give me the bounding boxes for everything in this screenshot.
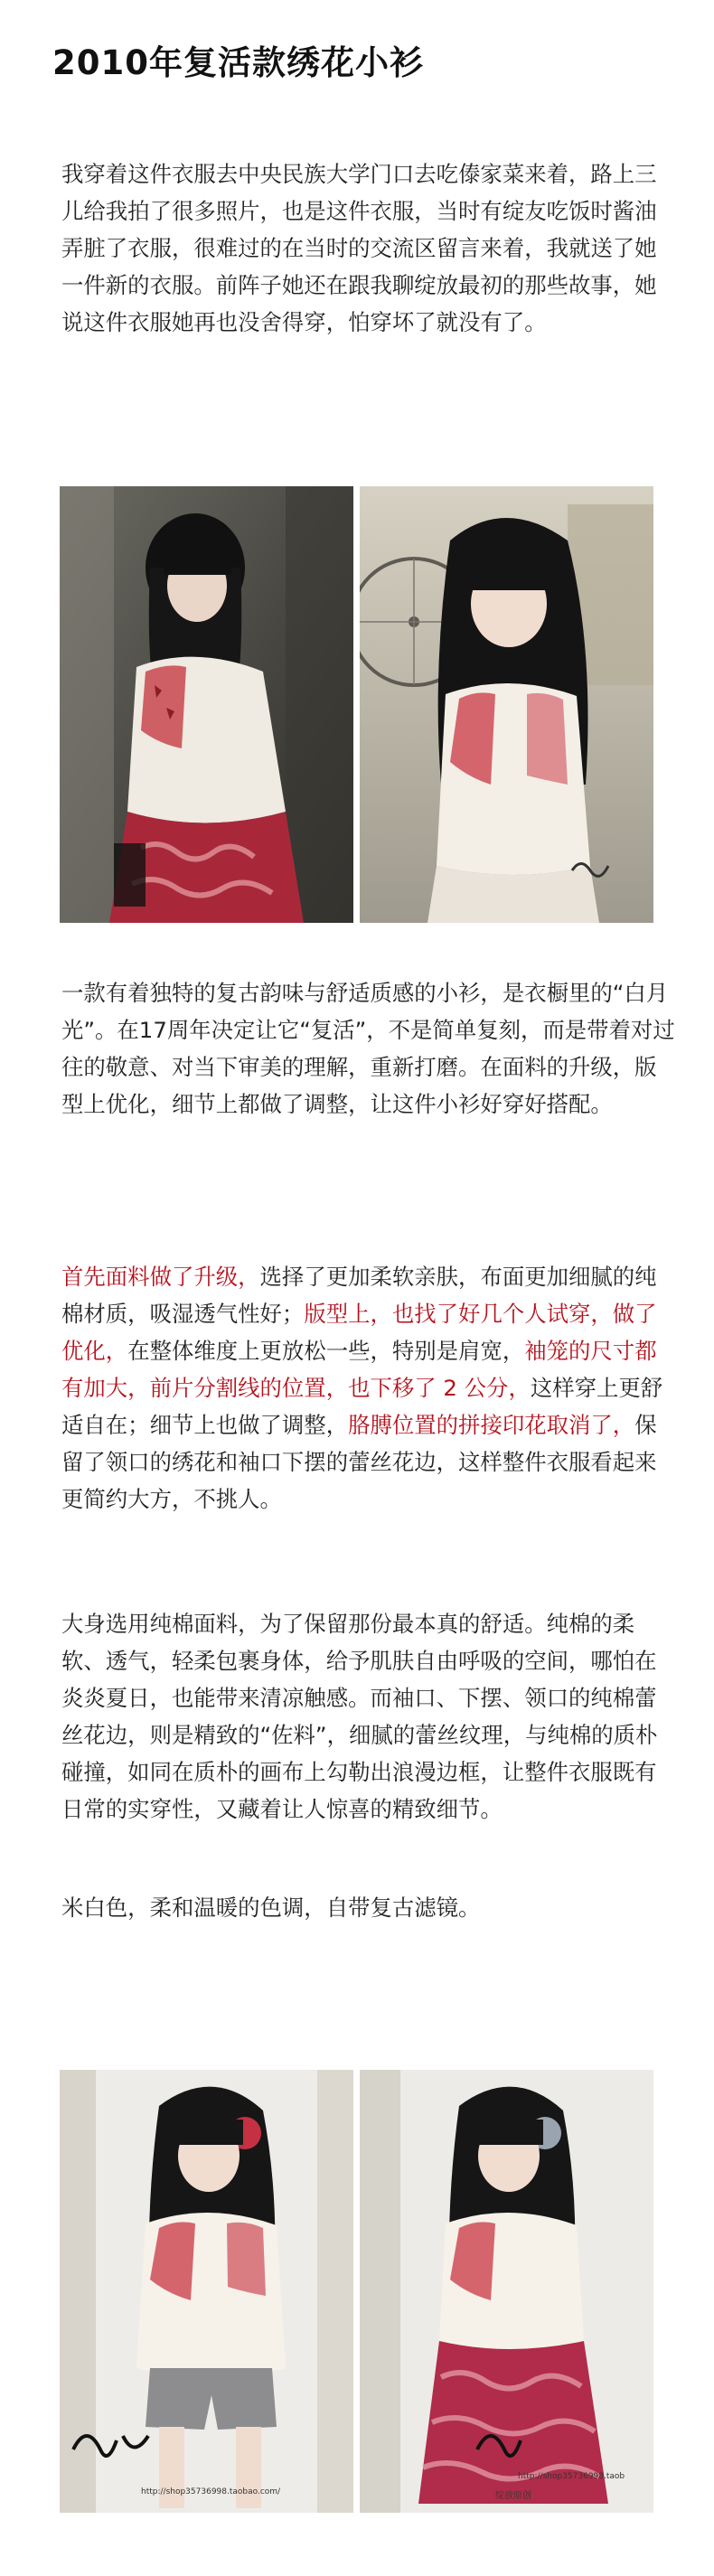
highlight-print-removed: 胳膊位置的拼接印花取消了，: [348, 1412, 635, 1438]
fabric-text: 大身选用纯棉面料，为了保留那份最本真的舒适。纯棉的柔软、透气，轻柔包裹身体，给予肌肤自由呼吸的空间，哪怕在炎炎夏日，也能带来清凉触感。而袖口、下摆、领口的纯棉蕾丝花边，则是精致的“佐料”，细腻的蕾丝纹理，与纯棉的质朴碰撞，如同在质朴的画布上勾勒出浪漫边框，让整件衣服既有日常的实穿性，又藏着让人惊喜的精致细节。: [61, 1611, 658, 1822]
signature-right-label: 绽放原创: [495, 2491, 531, 2501]
intro-text: 我穿着这件衣服去中央民族大学门口去吃傣家菜来着，路上三儿给我拍了很多照片，也是这件衣服，当时有绽友吃饭时酱油弄脏了衣服，很难过的在当时的交流区留言来着，我就送了她一件新的衣服。前阵子她还在跟我聊绽放最初的那些故事，她说这件衣服她再也没舍得穿，怕穿坏了就没有了。: [61, 161, 657, 335]
description-text: 一款有着独特的复古韵味与舒适质感的小衫，是衣橱里的“白月光”。在17周年决定让它“复活”，不是简单复刻，而是带着对过往的敬意、对当下审美的理解，重新打磨。在面料的升级，版型上优化，细节上都做了调整，让这件小衫好穿好搭配。: [61, 980, 675, 1117]
photo-bottom-left: [60, 2070, 353, 2513]
text-fabric-detail: 选择了更加柔软亲肤，布面更加细腻的纯棉材质，吸湿透气性好；: [61, 1264, 657, 1327]
highlight-fabric: 首先面料做了升级，: [61, 1264, 260, 1290]
color-text: 米白色，柔和温暖的色调，自带复古滤镜。: [61, 1894, 481, 1921]
color-paragraph: [61, 1889, 676, 1926]
photo-top-left: [60, 486, 353, 923]
page-title: 2010年复活款绣花小衫: [52, 43, 424, 82]
upgrade-paragraph: [61, 1258, 676, 1518]
intro-paragraph: [61, 155, 676, 341]
description-paragraph: [61, 974, 676, 1123]
text-details: 这样穿上更舒适自在；细节上也做了调整，: [61, 1375, 663, 1438]
upgrade-text: [61, 1258, 676, 1518]
photo-bottom-right: [360, 2070, 653, 2513]
fabric-paragraph: [61, 1605, 676, 1828]
highlight-armhole: 袖笼的尺寸都有加大，前片分割线的位置，也下移了 2 公分，: [61, 1338, 657, 1401]
highlight-pattern: 版型上，也找了好几个人试穿，做了优化，: [61, 1301, 657, 1364]
watermark-left: http://shop35736998.taobao.com/: [141, 2487, 281, 2496]
photo-top-right: [360, 486, 653, 923]
text-lace-detail: 保留了领口的绣花和袖口下摆的蕾丝花边，这样整件衣服看起来更简约大方，不挑人。: [61, 1412, 657, 1512]
watermark-right: http://shop35736998.taob: [518, 2472, 625, 2481]
text-pattern-detail: 在整体维度上更放松一些，特别是肩宽，: [127, 1338, 525, 1364]
